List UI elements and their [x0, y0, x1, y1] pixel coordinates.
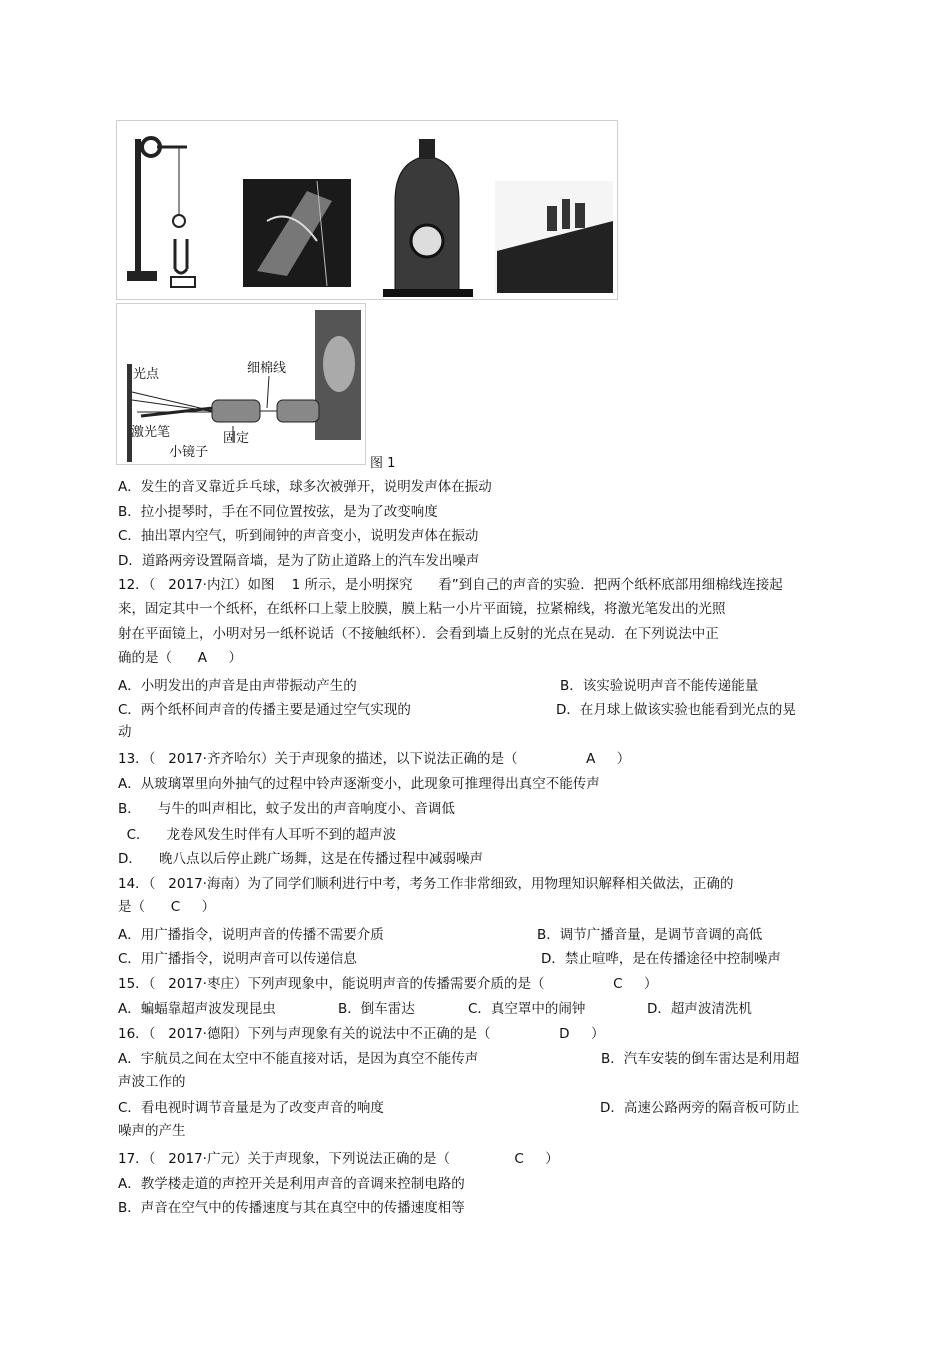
q12-option-b: B．该实验说明声音不能传递能量	[560, 678, 759, 694]
q14-option-b: B．调节广播音量，是调节音调的高低	[537, 927, 763, 943]
paper-cup-right	[277, 400, 319, 422]
highway-barrier-photo	[495, 181, 613, 293]
q17-stem: 17．（ 2017·广元）关于声现象，下列说法正确的是（ C ）	[118, 1151, 559, 1167]
q15-option-d: D．超声波清洗机	[647, 1001, 752, 1017]
label-laser: 激光笔	[131, 425, 171, 440]
figure-photo-strip	[116, 120, 618, 300]
q16-stem: 16．（ 2017·德阳）下列与声现象有关的说法中不正确的是（ D ）	[118, 1026, 605, 1042]
q13-option-a: A．从玻璃罩里向外抽气的过程中铃声逐渐变小，此现象可推理得出真空不能传声	[118, 776, 600, 792]
q11-option-b: B．拉小提琴时，手在不同位置按弦，是为了改变响度	[118, 504, 438, 520]
cup-experiment-drawing	[117, 304, 365, 464]
q15-stem: 15．（ 2017·枣庄）下列声现象中，能说明声音的传播需要介质的是（ C ）	[118, 976, 658, 992]
figure-photo-strip-drawing	[117, 121, 617, 299]
figure-cup-experiment	[116, 303, 366, 465]
q14-option-d: D．禁止喧哗，是在传播途径中控制噪声	[541, 951, 781, 967]
q16-option-c: C．看电视时调节音量是为了改变声音的响度	[118, 1100, 384, 1116]
tuning-fork-illustration	[127, 138, 195, 287]
q16-option-a: A．宇航员之间在太空中不能直接对话，是因为真空不能传声	[118, 1051, 479, 1067]
q12-stem-line2: 来，固定其中一个纸杯，在纸杯口上蒙上胶膜，膜上粘一小片平面镜，拉紧棉线，将激光笔发出的光照	[118, 601, 726, 617]
q12-stem-line1: 12．（ 2017·内江）如图 1 所示，是小明探究 看”到自己的声音的实验．把两个纸杯底部用细棉线连接起	[118, 577, 783, 593]
q14-stem-line1: 14．（ 2017·海南）为了同学们顺利进行中考，考务工作非常细致，用物理知识解释相关做法，正确的	[118, 876, 734, 892]
q15-option-c: C．真空罩中的闹钟	[468, 1001, 586, 1017]
q11-option-a: A．发生的音叉靠近乒乓球，球多次被弹开，说明发声体在振动	[118, 479, 492, 495]
label-fixed: 固定	[223, 431, 250, 446]
q16-option-b-cont: 声波工作的	[118, 1074, 186, 1090]
paper-cup-left	[212, 400, 260, 422]
bell-jar-photo	[383, 139, 473, 297]
q12-option-d-cont: 动	[118, 724, 132, 740]
q12-stem-line4: 确的是（ A ）	[118, 650, 242, 666]
q16-option-d: D．高速公路两旁的隔音板可防止	[600, 1100, 800, 1116]
q14-stem-line2: 是（ C ）	[118, 899, 216, 915]
q12-option-a: A．小明发出的声音是由声带振动产生的	[118, 678, 357, 694]
q11-option-c: C．抽出罩内空气，听到闹钟的声音变小，说明发声体在振动	[118, 528, 479, 544]
q17-option-a: A．教学楼走道的声控开关是利用声音的音调来控制电路的	[118, 1176, 465, 1192]
label-light-spot: 光点	[133, 367, 160, 382]
q12-option-d: D．在月球上做该实验也能看到光点的晃	[556, 702, 796, 718]
q13-option-b: B． 与牛的叫声相比，蚊子发出的声音响度小、音调低	[118, 801, 455, 817]
q16-option-b: B．汽车安装的倒车雷达是利用超	[601, 1051, 800, 1067]
q15-option-b: B．倒车雷达	[338, 1001, 415, 1017]
q16-option-d-cont: 噪声的产生	[118, 1123, 186, 1139]
q12-stem-line3: 射在平面镜上，小明对另一纸杯说话（不接触纸杯）．会看到墙上反射的光点在晃动．在下列说法中正	[118, 626, 719, 642]
q13-option-c: C． 龙卷风发生时伴有人耳听不到的超声波	[118, 827, 397, 843]
q11-option-d: D．道路两旁设置隔音墙，是为了防止道路上的汽车发出噪声	[118, 553, 480, 569]
q14-option-c: C．用广播指令，说明声音可以传递信息	[118, 951, 357, 967]
q12-option-c: C．两个纸杯间声音的传播主要是通过空气实现的	[118, 702, 411, 718]
q13-stem: 13．（ 2017·齐齐哈尔）关于声现象的描述，以下说法正确的是（ A ）	[118, 751, 631, 767]
label-thread: 细棉线	[247, 361, 287, 376]
wall	[127, 364, 132, 462]
q15-option-a: A．蝙蝠靠超声波发现昆虫	[118, 1001, 276, 1017]
label-mirror: 小镜子	[169, 445, 209, 460]
q14-option-a: A．用广播指令，说明声音的传播不需要介质	[118, 927, 384, 943]
q13-option-d: D． 晚八点以后停止跳广场舞，这是在传播过程中减弱噪声	[118, 851, 484, 867]
q17-option-b: B．声音在空气中的传播速度与其在真空中的传播速度相等	[118, 1200, 465, 1216]
figure-caption: 图 1	[370, 456, 396, 471]
violin-photo	[243, 179, 351, 287]
